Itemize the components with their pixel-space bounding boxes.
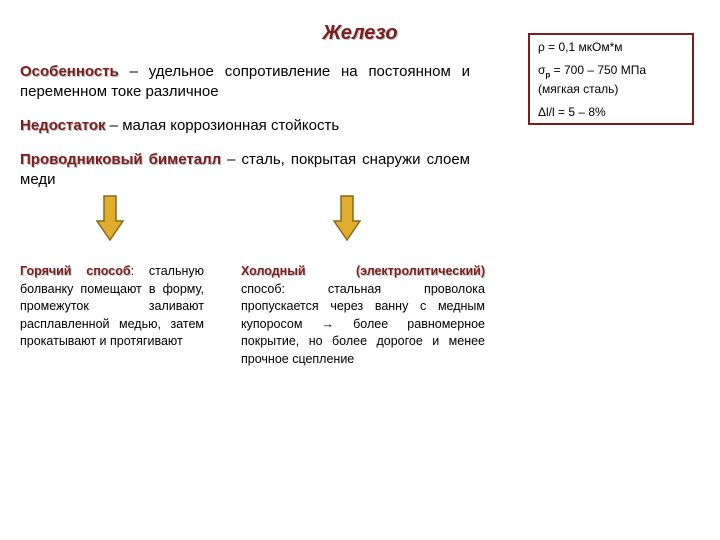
strength-note: (мягкая сталь)	[538, 82, 619, 97]
main-text	[20, 62, 470, 204]
elongation-text: Δl/l = 5 – 8%	[538, 105, 606, 120]
arrow-down-icon	[333, 195, 361, 241]
page-title: Железо	[322, 22, 398, 44]
drawback-label: Недостаток	[20, 117, 106, 134]
strength-value: = 700 – 750 МПа	[550, 63, 646, 77]
feature-label: Особенность	[20, 63, 119, 80]
arrow-shape	[334, 196, 360, 240]
bimetal-text: – сталь, покрытая снаружи слоем меди	[20, 151, 470, 188]
cold-method-label: Холодный (электролитический)	[241, 264, 485, 278]
hot-method-text: : стальную болванку помещают в форму, промежуток заливают расплавленной медью, затем прокатывают и протягивают	[20, 264, 204, 348]
strength-symbol: σ	[538, 63, 546, 77]
hot-method-paragraph	[20, 263, 204, 351]
bimetal-paragraph	[20, 150, 470, 190]
feature-paragraph	[20, 62, 470, 102]
cold-method-text: способ: стальная проволока пропускается через ванну с медным купоросом → более равномерное покрытие, но более дорогое и менее прочное сцепление	[241, 281, 485, 366]
cold-method-paragraph	[241, 263, 485, 368]
strength-subscript: р	[545, 70, 551, 80]
hot-method-label: Горячий способ	[20, 264, 131, 278]
properties-box	[528, 33, 694, 125]
feature-text: – удельное сопротивление на постоянном и переменном токе различное	[20, 63, 470, 100]
hot-method-column	[20, 263, 204, 351]
cold-method-column	[241, 263, 485, 368]
resistivity-text: ρ = 0,1 мкОм*м	[538, 40, 623, 54]
drawback-paragraph	[20, 116, 470, 136]
strength-text	[538, 63, 684, 97]
bimetal-label: Проводниковый биметалл	[20, 151, 222, 168]
arrow-shape	[97, 196, 123, 240]
drawback-text: – малая коррозионная стойкость	[105, 117, 340, 134]
arrow-down-icon	[96, 195, 124, 241]
